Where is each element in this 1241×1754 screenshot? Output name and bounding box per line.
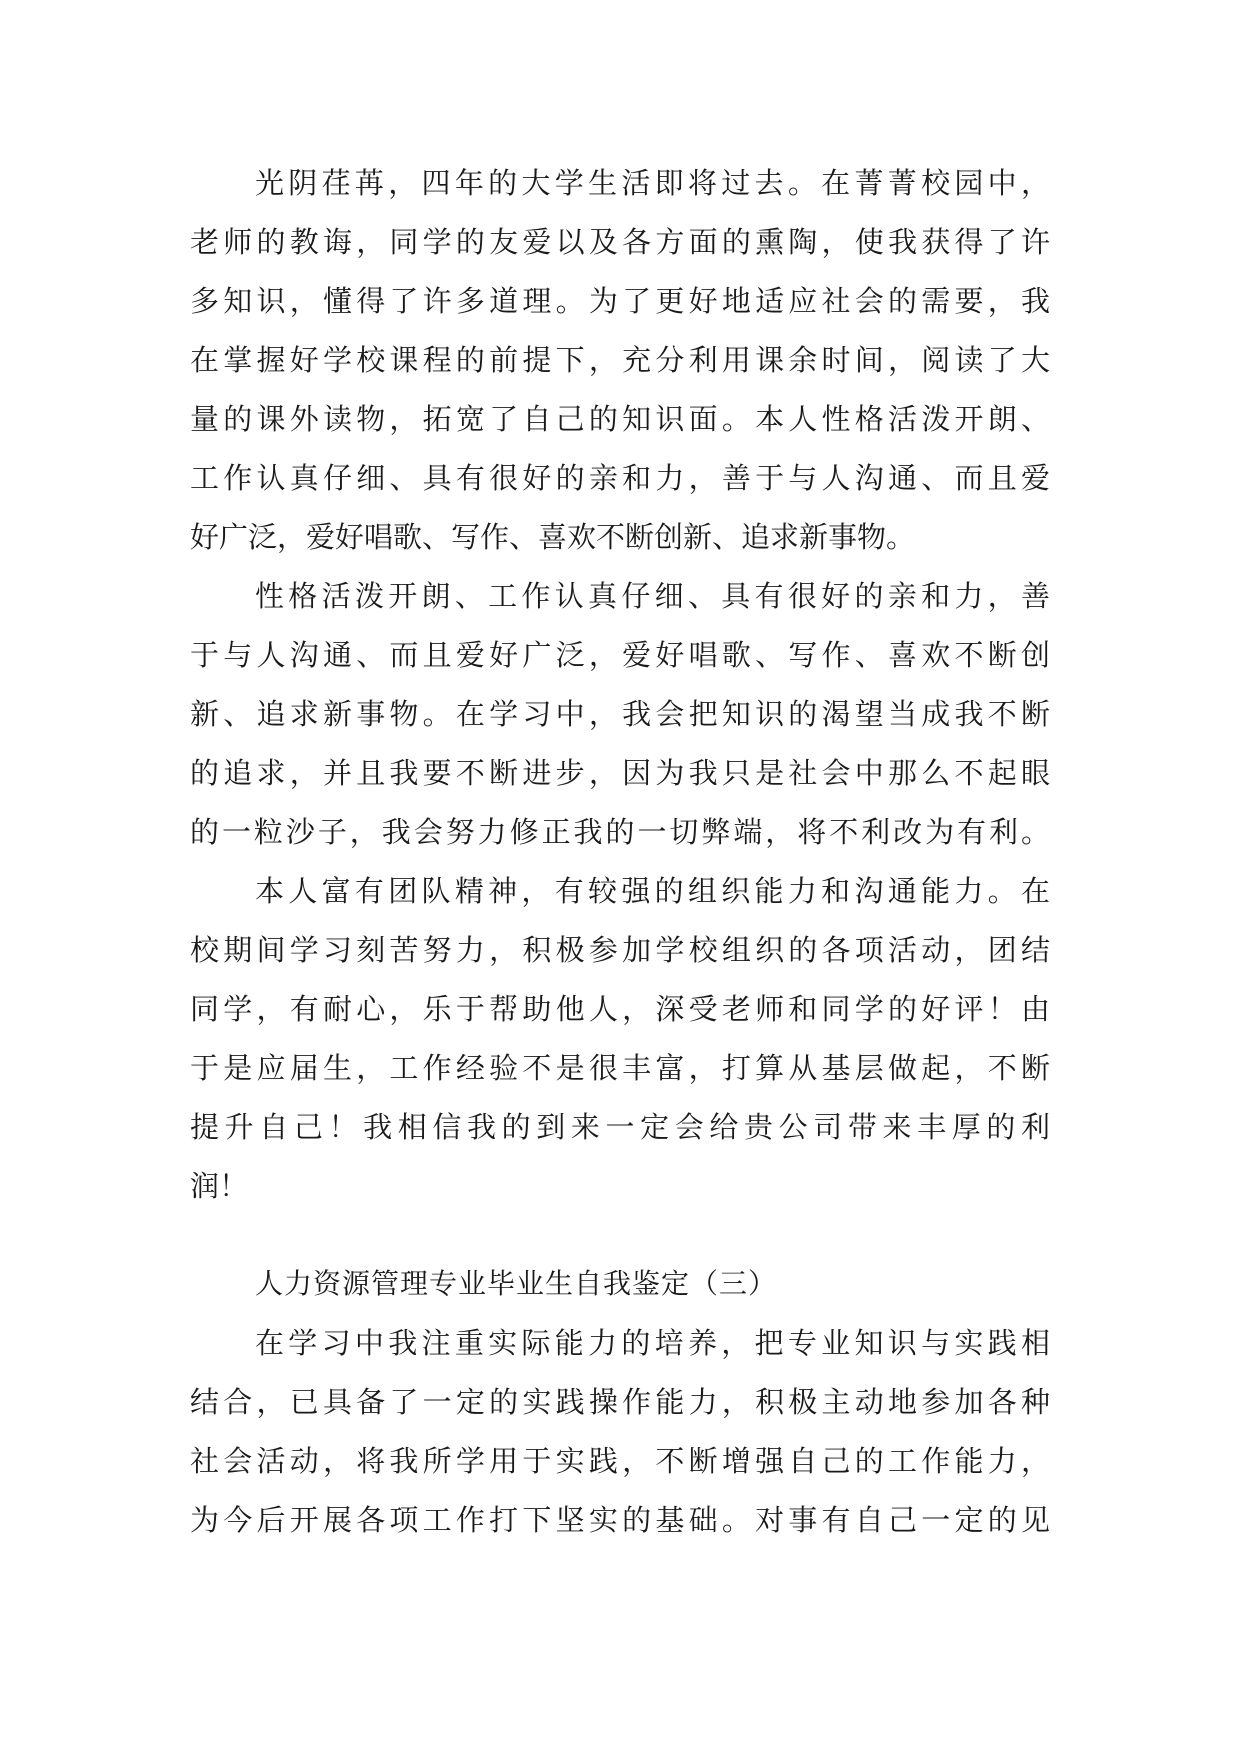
line-text: 在学习中我注重实际能力的培养，把专业知识与实践相: [255, 1326, 1050, 1360]
line-text: 的一粒沙子，我会努力修正我的一切弊端，将不利改为有利。: [190, 815, 1050, 849]
line-text: 社会活动，将我所学用于实践，不断增强自己的工作能力，: [190, 1444, 1050, 1478]
line-text: 好广泛，爱好唱歌、写作、喜欢不断创新、追求新事物。: [190, 520, 916, 554]
section-heading-text: 人力资源管理专业毕业生自我鉴定（三）: [255, 1267, 778, 1300]
line-text: 同学，有耐心，乐于帮助他人，深受老师和同学的好评！由: [190, 992, 1050, 1026]
line-text: 多知识，懂得了许多道理。为了更好地适应社会的需要，我: [190, 284, 1050, 318]
line-text: 性格活泼开朗、工作认真仔细、具有很好的亲和力，善: [255, 579, 1050, 613]
line-text: 校期间学习刻苦努力，积极参加学校组织的各项活动，团结: [190, 933, 1050, 967]
line-text: 于是应届生，工作经验不是很丰富，打算从基层做起，不断: [190, 1051, 1050, 1085]
line-text: 润！: [190, 1169, 249, 1203]
line-text: 光阴荏苒，四年的大学生活即将过去。在菁菁校园中，: [255, 166, 1050, 200]
line-text: 于与人沟通、而且爱好广泛，爱好唱歌、写作、喜欢不断创: [190, 638, 1050, 672]
line-text: 的追求，并且我要不断进步，因为我只是社会中那么不起眼: [190, 756, 1050, 790]
line-text: 量的课外读物，拓宽了自己的知识面。本人性格活泼开朗、: [190, 402, 1050, 436]
line-text: 工作认真仔细、具有很好的亲和力，善于与人沟通、而且爱: [190, 461, 1050, 495]
line-text: 结合，已具备了一定的实践操作能力，积极主动地参加各种: [190, 1385, 1050, 1419]
line-text: 本人富有团队精神，有较强的组织能力和沟通能力。在: [255, 874, 1050, 908]
line-text: 为今后开展各项工作打下坚实的基础。对事有自己一定的见: [190, 1503, 1050, 1537]
line-text: 新、追求新事物。在学习中，我会把知识的渴望当成我不断: [190, 697, 1050, 731]
line-text: 提升自己！我相信我的到来一定会给贵公司带来丰厚的利: [190, 1110, 1050, 1144]
line-text: 老师的教诲，同学的友爱以及各方面的熏陶，使我获得了许: [190, 225, 1050, 259]
line-text: 在掌握好学校课程的前提下，充分利用课余时间，阅读了大: [190, 343, 1050, 377]
